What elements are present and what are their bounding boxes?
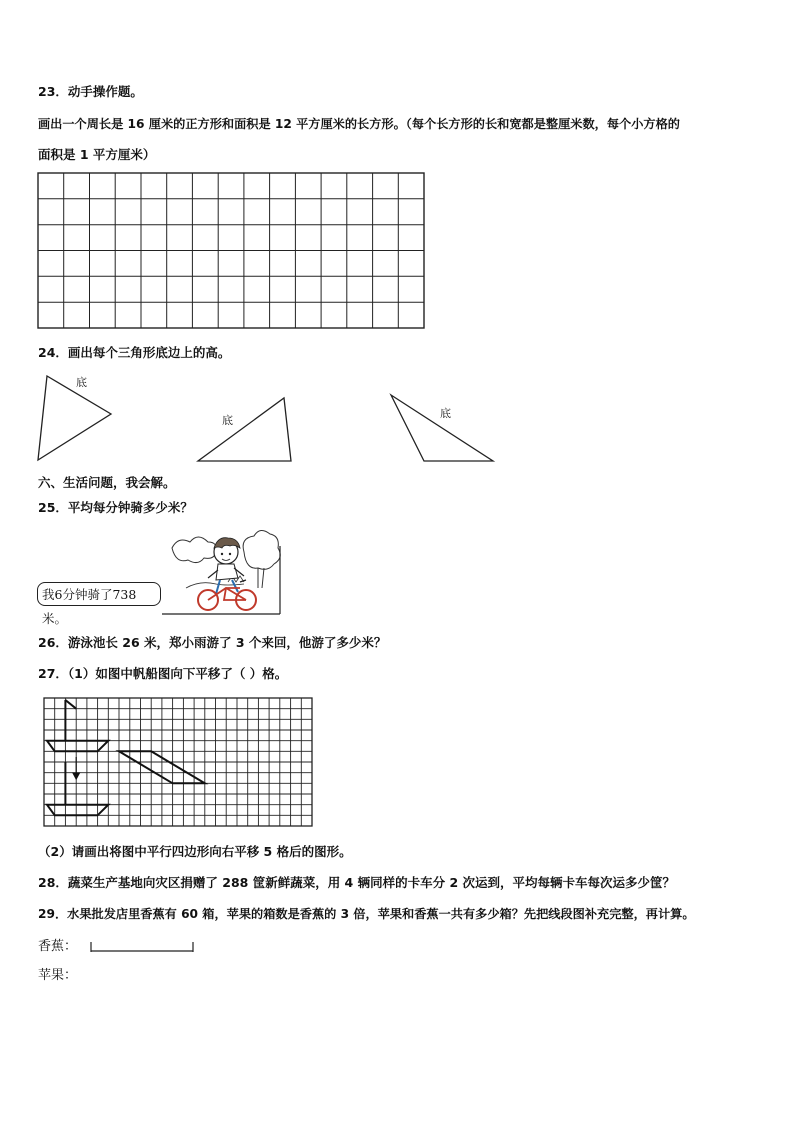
apple-label: 苹果：: [38, 968, 78, 983]
sailboat-shape: [47, 700, 108, 751]
q23-line1: 画出一个周长是 16 厘米的正方形和面积是 12 平方厘米的长方形。（每个长方形的长和宽都是整厘米数，每个小方格的: [38, 117, 680, 131]
q25-title: 25．平均每分钟骑多少米？: [38, 500, 193, 515]
q24-title: 24．画出每个三角形底边上的高。: [38, 345, 231, 360]
boy-cycling-illustration: [158, 528, 288, 618]
triangle-2-base-label: 底: [222, 414, 233, 427]
q23-line2: 面积是 1 平方厘米）: [38, 147, 156, 162]
down-arrow: [73, 757, 79, 779]
q29-text: 29．水果批发店里香蕉有 60 箱，苹果的箱数是香蕉的 3 倍，苹果和香蕉一共有多少箱？先把线段图补充完整，再计算。: [38, 907, 695, 921]
q27-grid[interactable]: [43, 697, 315, 829]
triangle-1-base-label: 底: [76, 376, 87, 389]
section-6-heading: 六、生活问题，我会解。: [38, 475, 176, 490]
q27-part2: （2）请画出将图中平行四边形向右平移 5 格后的图形。: [38, 844, 352, 859]
banana-segment[interactable]: [89, 940, 197, 954]
banana-label: 香蕉：: [38, 939, 78, 954]
q23-grid[interactable]: [37, 172, 427, 332]
triangle-1[interactable]: [30, 368, 150, 468]
q23-title: 23．动手操作题。: [38, 84, 143, 99]
q28-text: 28．蔬菜生产基地向灾区捐赠了 288 筐新鲜蔬菜，用 4 辆同样的卡车分 2 次运到，平均每辆卡车每次运多少筐？: [38, 875, 675, 890]
triangle-3[interactable]: [388, 392, 503, 467]
triangle-3-base-label: 底: [440, 407, 451, 420]
triangle-2[interactable]: [195, 394, 305, 469]
q27-part1: 27．（1）如图中帆船图向下平移了（ ）格。: [38, 666, 288, 681]
speech-bubble: 我6分钟骑了738米。: [37, 582, 161, 606]
sailboat-translated-shape: [47, 762, 108, 815]
q26-text: 26．游泳池长 26 米，郑小雨游了 3 个来回，他游了多少米？: [38, 635, 387, 650]
